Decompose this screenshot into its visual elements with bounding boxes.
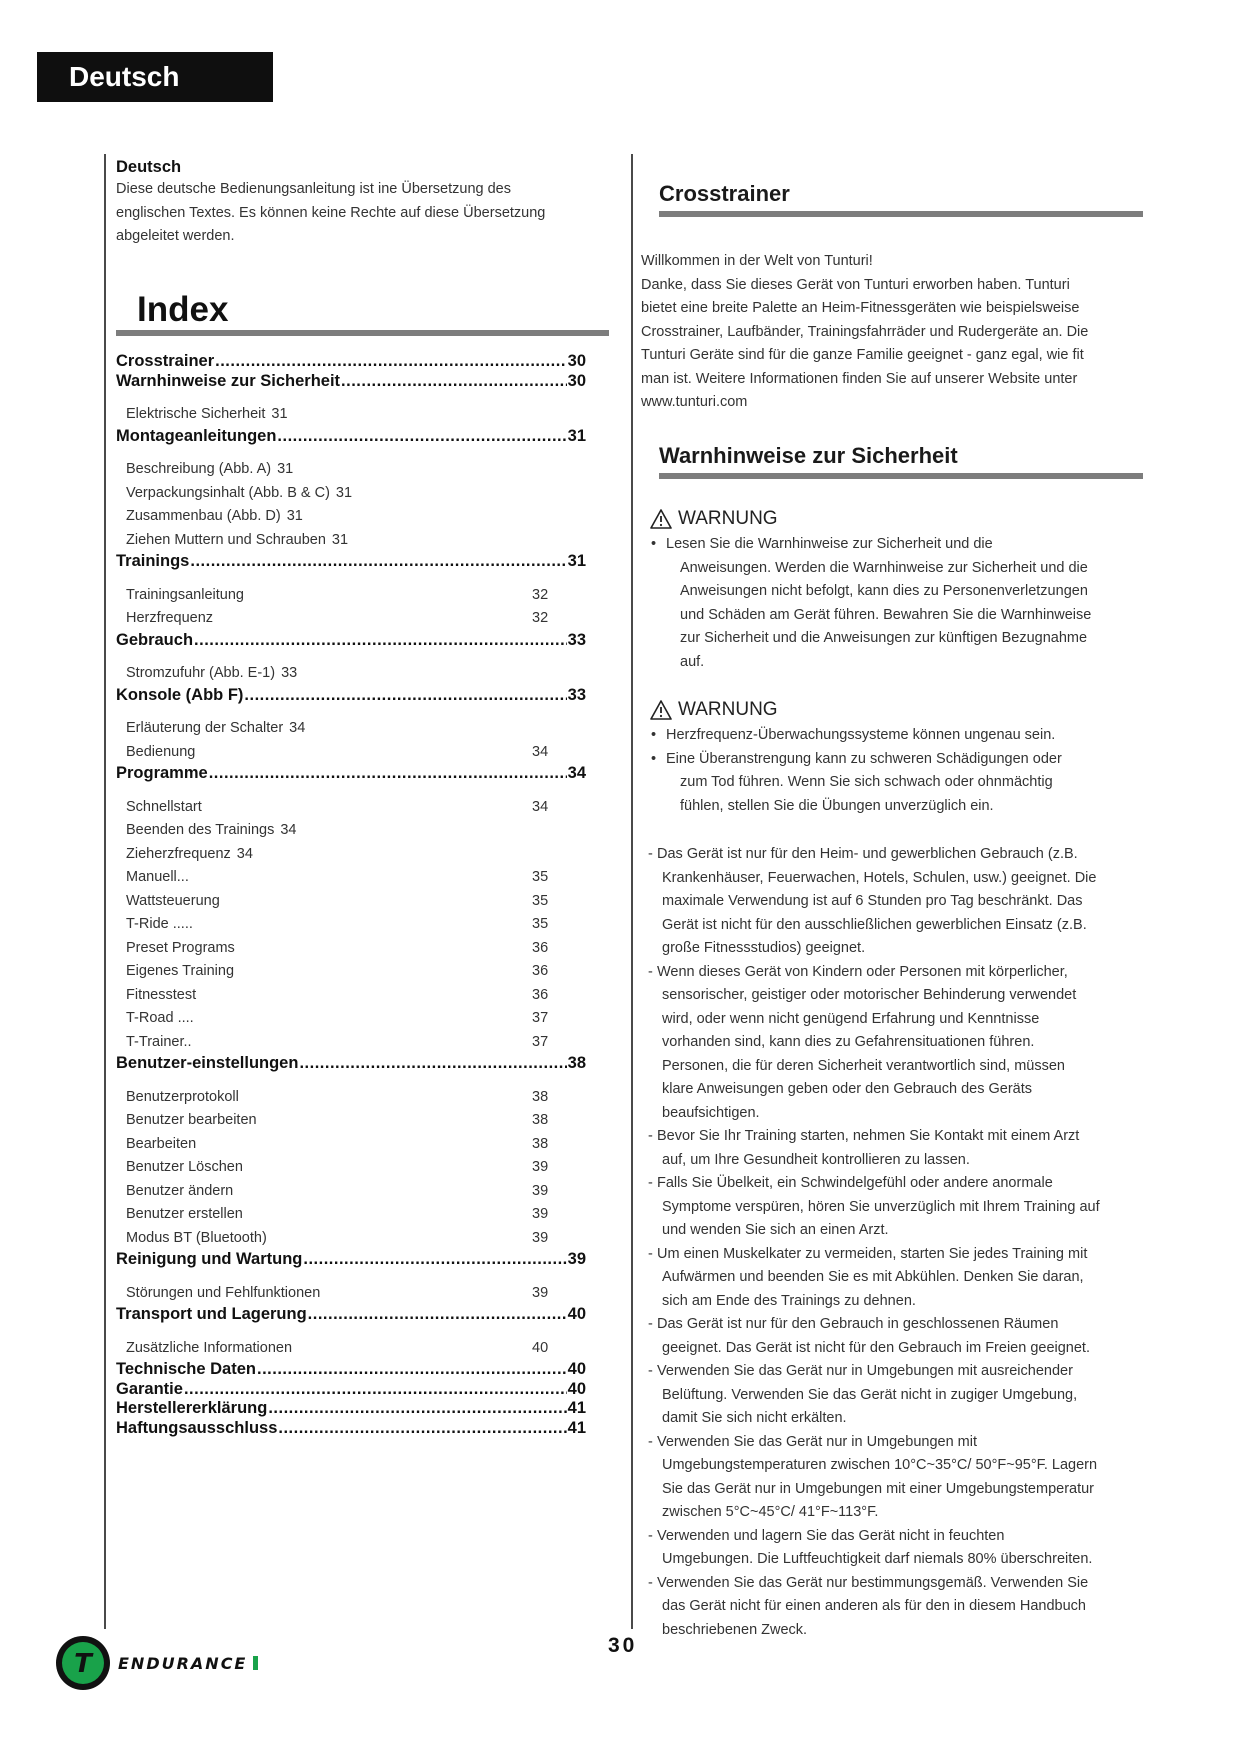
toc-entry[interactable]: [116, 372, 586, 392]
toc-entry[interactable]: [116, 552, 586, 572]
toc-subentry[interactable]: [116, 960, 586, 984]
bullet-line: Anweisungen nicht befolgt, kann dies zu Personenverletzungen: [680, 583, 1088, 599]
toc-subentry-title: Bedienung: [126, 743, 196, 760]
dash-marker-icon: -: [648, 1316, 653, 1332]
toc-subentry-page: 36: [532, 939, 549, 956]
toc-subentry-page: 39: [532, 1182, 549, 1199]
toc-spacer: [116, 784, 586, 796]
toc-subentry-page: 34: [532, 798, 549, 815]
toc-subentry-page: 31: [331, 531, 349, 548]
safety-instruction: [648, 1572, 1138, 1643]
welcome-line: Willkommen in der Welt von Tunturi!: [641, 253, 873, 269]
toc-subentry-title: Verpackungsinhalt (Abb. B & C): [126, 484, 330, 501]
toc-entry-title: Technische Daten: [116, 1360, 256, 1378]
instruction-line: Umgebungstemperaturen zwischen 10°C~35°C/ 50°F~95°F. Lagern: [662, 1457, 1098, 1473]
toc-spacer: [116, 446, 586, 458]
toc-entry[interactable]: [116, 1380, 586, 1400]
toc-subentry[interactable]: [116, 843, 586, 867]
toc-subentry[interactable]: [116, 1282, 586, 1306]
toc-subentry[interactable]: [116, 1203, 586, 1227]
warning-1-text: WARNUNG: [678, 508, 778, 529]
center-column-divider: [631, 154, 633, 1629]
instruction-line: Umgebungen. Die Luftfeuchtigkeit darf niemals 80% überschreiten.: [662, 1551, 1093, 1567]
dash-marker-icon: -: [648, 1527, 653, 1544]
toc-dot-leader: [303, 1250, 566, 1270]
warning-1-label: [650, 508, 778, 530]
toc-entry-title: Warnhinweise zur Sicherheit: [116, 371, 341, 390]
toc-entry-title: Benutzer-einstellungen: [116, 1054, 299, 1072]
instruction-line: sich am Ende des Trainings zu dehnen.: [662, 1292, 916, 1309]
logo-letter: T: [74, 1649, 92, 1679]
instruction-line: Das Gerät ist nur für den Heim- und gewerblichen Gebrauch (z.B.: [657, 846, 1078, 862]
instruction-line: Krankenhäuser, Feuerwachen, Hotels, Schulen, usw.) geeignet. Die: [662, 869, 1097, 886]
toc-subentry-page: 39: [532, 1284, 549, 1301]
toc-entry-page: 33: [567, 630, 586, 649]
toc-spacer: [116, 705, 586, 717]
toc-subentry-title: T-Trainer..: [126, 1033, 192, 1050]
toc-entry[interactable]: [116, 1054, 586, 1074]
toc-spacer: [116, 1074, 586, 1086]
toc-spacer: [116, 1270, 586, 1282]
toc-subentry-title: Beenden des Trainings: [126, 822, 275, 838]
instruction-line: große Fitnessstudios) geeignet.: [662, 940, 866, 956]
toc-subentry-page: 36: [532, 963, 549, 979]
toc-subentry-page: 37: [532, 1033, 549, 1050]
toc-subentry-page: 39: [532, 1229, 549, 1246]
logo-wordmark: ENDURANCE: [118, 1653, 248, 1673]
dash-marker-icon: -: [648, 1175, 653, 1191]
toc-subentry-page: 34: [289, 720, 306, 736]
toc-subentry-title: Benutzer bearbeiten: [126, 1112, 257, 1128]
toc-entry-page: 34: [567, 764, 586, 782]
toc-subentry-page: 33: [281, 665, 298, 681]
toc-subentry-page: 34: [236, 845, 253, 862]
crosstrainer-title: Crosstrainer: [659, 181, 790, 206]
instruction-line: Gerät ist nicht für den ausschließlichen gewerblichen Einsatz (z.B.: [662, 916, 1087, 933]
warning-triangle-icon: [650, 509, 672, 529]
toc-spacer: [116, 391, 586, 403]
toc-subentry-title: Preset Programs: [126, 939, 235, 956]
toc-dot-leader: [184, 1380, 567, 1400]
toc-entry-page: 41: [567, 1399, 586, 1417]
toc-entry-title: Herstellererklärung: [116, 1399, 268, 1417]
toc-entry[interactable]: [116, 631, 586, 651]
toc-subentry[interactable]: [116, 458, 586, 482]
toc-entry-page: 30: [567, 371, 586, 390]
dash-marker-icon: -: [648, 846, 653, 862]
toc-subentry[interactable]: [116, 913, 586, 937]
toc-subentry[interactable]: [116, 1337, 586, 1361]
toc-subentry-page: 39: [532, 1206, 549, 1222]
toc-dot-leader: [215, 352, 567, 372]
toc-entry-page: 38: [567, 1054, 586, 1072]
toc-entry-page: 39: [567, 1250, 586, 1268]
toc-subentry-page: 37: [532, 1010, 549, 1026]
bullet-line: zum Tod führen. Wenn Sie sich schwach oder ohnmächtig: [680, 774, 1053, 790]
toc-entry[interactable]: [116, 1419, 586, 1439]
toc-entry-page: 30: [567, 352, 586, 370]
toc-entry-page: 40: [567, 1379, 586, 1398]
instruction-line: Falls Sie Übelkeit, ein Schwindelgefühl oder andere anormale: [657, 1175, 1053, 1191]
safety-instruction: [648, 961, 1138, 1126]
safety-instruction: [648, 1431, 1138, 1525]
instruction-line: vorhanden sind, kann dies zu Gefahrensituationen führen.: [662, 1034, 1035, 1050]
table-of-contents: [116, 352, 586, 1438]
toc-entry[interactable]: [116, 1305, 586, 1325]
bullet-line: und Schäden am Gerät führen. Bewahren Sie die Warnhinweise: [680, 606, 1092, 623]
toc-entry-title: Montageanleitungen: [116, 426, 277, 445]
dash-marker-icon: -: [648, 1574, 653, 1591]
toc-entry[interactable]: [116, 427, 586, 447]
toc-subentry[interactable]: [116, 796, 586, 820]
toc-dot-leader: [257, 1360, 567, 1380]
toc-subentry[interactable]: [116, 937, 586, 961]
toc-subentry-page: 35: [532, 892, 549, 909]
toc-subentry-page: 31: [271, 406, 288, 422]
toc-subentry[interactable]: [116, 607, 586, 631]
welcome-line: man ist. Weitere Informationen finden Sie auf unserer Website unter: [641, 370, 1078, 387]
toc-subentry-page: 34: [532, 743, 549, 760]
toc-subentry-page: 38: [532, 1088, 549, 1105]
toc-dot-leader: [299, 1054, 566, 1074]
toc-subentry-title: Zusätzliche Informationen: [126, 1339, 293, 1356]
toc-entry-page: 41: [567, 1418, 586, 1437]
instruction-line: Das Gerät ist nur für den Gebrauch in geschlossenen Räumen: [657, 1316, 1059, 1332]
toc-subentry-title: Schnellstart: [126, 798, 202, 815]
toc-dot-leader: [194, 631, 567, 651]
instruction-line: maximale Verwendung ist auf 6 Stunden pro Tag beschränkt. Das: [662, 893, 1083, 909]
toc-subentry-page: 38: [532, 1135, 549, 1152]
toc-subentry-page: 31: [277, 461, 294, 477]
toc-subentry-page: 36: [532, 986, 549, 1003]
page-number: 30: [608, 1634, 638, 1657]
safety-instruction: [648, 1360, 1138, 1431]
toc-subentry[interactable]: [116, 1227, 586, 1251]
welcome-line: bietet eine breite Palette an Heim-Fitnessgeräten wie beispielsweise: [641, 300, 1080, 316]
toc-entry-title: Konsole (Abb F): [116, 685, 244, 704]
instruction-line: wird, oder wenn nicht genügend Erfahrung und Kenntnisse: [662, 1010, 1040, 1027]
safety-instruction: [648, 1243, 1138, 1314]
toc-entry[interactable]: [116, 764, 586, 784]
tunturi-t-logo-icon: [54, 1634, 112, 1692]
logo-accent-bar: [253, 1656, 258, 1670]
index-rule: [116, 330, 609, 336]
toc-dot-leader: [244, 686, 566, 706]
welcome-line: Crosstrainer, Laufbänder, Trainingsfahrräder und Rudergeräte an. Die: [641, 323, 1089, 340]
safety-instruction: [648, 1172, 1138, 1243]
instruction-line: Belüftung. Verwenden Sie das Gerät nicht in zugiger Umgebung,: [662, 1386, 1078, 1403]
toc-subentry-page: 35: [532, 869, 549, 885]
toc-subentry-title: Benutzer ändern: [126, 1182, 234, 1199]
toc-subentry-page: 31: [335, 484, 353, 501]
warning-2-label: [650, 699, 778, 721]
instruction-line: Sie das Gerät nur in Umgebungen mit einer Umgebungstemperatur: [662, 1480, 1095, 1497]
toc-subentry[interactable]: [116, 1109, 586, 1133]
toc-subentry[interactable]: [116, 662, 586, 686]
toc-spacer: [116, 1325, 586, 1337]
welcome-line: www.tunturi.com: [641, 394, 748, 410]
toc-subentry[interactable]: [116, 529, 586, 553]
toc-dot-leader: [190, 552, 566, 572]
toc-entry-title: Haftungsausschluss: [116, 1418, 278, 1437]
toc-subentry-title: Benutzerprotokoll: [126, 1088, 239, 1105]
notice-line: abgeleitet werden.: [116, 228, 235, 244]
warning-triangle-icon: [650, 700, 672, 720]
bullet-dot-icon: •: [651, 750, 657, 767]
toc-dot-leader: [278, 1419, 566, 1439]
warning-bullet: [651, 533, 1141, 674]
toc-subentry-title: Ziehen Muttern und Schrauben: [126, 531, 326, 548]
bullet-line: auf.: [680, 653, 705, 670]
instruction-line: sensorischer, geistiger oder motorischer Behinderung verwendet: [662, 987, 1077, 1003]
toc-subentry-title: Benutzer Löschen: [126, 1159, 243, 1175]
endurance-logo: [54, 1634, 258, 1692]
instruction-line: beaufsichtigen.: [662, 1104, 760, 1121]
index-title: Index: [137, 290, 229, 329]
toc-dot-leader: [341, 372, 567, 392]
safety-instruction: [648, 1525, 1138, 1572]
instruction-line: beschriebenen Zweck.: [662, 1621, 808, 1638]
toc-subentry-title: Manuell...: [126, 869, 189, 885]
toc-entry-page: 40: [567, 1360, 586, 1378]
toc-entry[interactable]: [116, 1399, 586, 1419]
toc-subentry[interactable]: [116, 1086, 586, 1110]
toc-subentry-title: Wattsteuerung: [126, 892, 220, 909]
toc-entry-page: 31: [567, 552, 586, 570]
toc-subentry[interactable]: [116, 741, 586, 765]
dash-marker-icon: -: [648, 1245, 653, 1262]
safety-rule: [659, 473, 1143, 479]
dash-marker-icon: -: [648, 1433, 653, 1450]
toc-subentry-title: T-Road ....: [126, 1010, 194, 1026]
welcome-line: Tunturi Geräte sind für die ganze Familie geeignet - ganz egal, wie fit: [641, 347, 1084, 363]
toc-entry-page: 31: [567, 426, 586, 445]
toc-subentry[interactable]: [116, 890, 586, 914]
toc-subentry-title: Zieherzfrequenz: [126, 845, 231, 862]
instruction-line: Bevor Sie Ihr Training starten, nehmen Sie Kontakt mit einem Arzt: [657, 1128, 1080, 1144]
toc-entry[interactable]: [116, 1250, 586, 1270]
toc-entry-page: 33: [567, 685, 586, 704]
safety-instruction: [648, 1125, 1138, 1172]
toc-subentry-title: Zusammenbau (Abb. D): [126, 508, 281, 524]
crosstrainer-rule: [659, 211, 1143, 217]
left-column-divider: [104, 154, 106, 1629]
bullet-line: fühlen, stellen Sie die Übungen unverzüglich ein.: [680, 797, 994, 814]
toc-spacer: [116, 572, 586, 584]
bullet-line: Anweisungen. Werden die Warnhinweise zur Sicherheit und die: [680, 559, 1088, 576]
dash-marker-icon: -: [648, 1128, 653, 1144]
toc-subentry-page: 40: [532, 1339, 549, 1356]
toc-subentry[interactable]: [116, 1007, 586, 1031]
toc-subentry[interactable]: [116, 482, 586, 506]
toc-subentry-title: Erläuterung der Schalter: [126, 720, 284, 736]
warning-bullet: [651, 748, 1141, 819]
toc-subentry-title: T-Ride .....: [126, 916, 193, 932]
toc-subentry-page: 31: [286, 508, 303, 524]
instruction-line: Wenn dieses Gerät von Kindern oder Personen mit körperlicher,: [657, 963, 1068, 980]
toc-entry-page: 40: [567, 1305, 586, 1323]
toc-subentry[interactable]: [116, 584, 586, 608]
toc-entry-title: Garantie: [116, 1379, 183, 1398]
toc-dot-leader: [277, 427, 566, 447]
toc-entry-title: Reinigung und Wartung: [116, 1250, 303, 1268]
instruction-line: Symptome verspüren, hören Sie unverzüglich mit Ihrem Training auf: [662, 1198, 1100, 1215]
toc-dot-leader: [308, 1305, 567, 1325]
instruction-line: Personen, die für deren Sicherheit verantwortlich sind, müssen: [662, 1057, 1065, 1074]
toc-subentry[interactable]: [116, 1031, 586, 1055]
safety-instruction: [648, 843, 1138, 961]
bullet-line: Herzfrequenz-Überwachungssysteme können ungenau sein.: [666, 727, 1056, 743]
toc-subentry-title: Herzfrequenz: [126, 610, 214, 626]
toc-subentry-page: 32: [532, 586, 549, 603]
toc-dot-leader: [268, 1399, 566, 1419]
instruction-line: auf, um Ihre Gesundheit kontrollieren zu lassen.: [662, 1151, 970, 1168]
toc-subentry[interactable]: [116, 1133, 586, 1157]
dash-marker-icon: -: [648, 1363, 653, 1379]
toc-subentry[interactable]: [116, 403, 586, 427]
notice-line: englischen Textes. Es können keine Rechte auf diese Übersetzung: [116, 204, 546, 221]
bullet-dot-icon: •: [651, 536, 657, 552]
language-tab: Deutsch: [37, 52, 273, 102]
instruction-line: Um einen Muskelkater zu vermeiden, starten Sie jedes Training mit: [657, 1245, 1088, 1262]
toc-dot-leader: [209, 764, 567, 784]
instruction-line: klare Anweisungen geben oder den Gebrauch des Geräts: [662, 1081, 1032, 1097]
notice-line: Diese deutsche Bedienungsanleitung ist ine Übersetzung des: [116, 181, 511, 197]
instruction-line: Aufwärmen und beenden Sie es mit Abkühlen. Denken Sie daran,: [662, 1269, 1084, 1285]
toc-subentry[interactable]: [116, 819, 586, 843]
toc-subentry-title: Störungen und Fehlfunktionen: [126, 1284, 321, 1301]
toc-subentry-page: 34: [280, 822, 297, 838]
toc-subentry[interactable]: [116, 984, 586, 1008]
instruction-line: das Gerät nicht für einen anderen als für den in diesem Handbuch: [662, 1598, 1086, 1614]
toc-subentry[interactable]: [116, 717, 586, 741]
translation-notice: [116, 156, 606, 249]
toc-subentry-title: Elektrische Sicherheit: [126, 406, 266, 422]
toc-entry[interactable]: [116, 686, 586, 706]
toc-spacer: [116, 650, 586, 662]
toc-subentry-page: 38: [532, 1112, 549, 1128]
bullet-line: Eine Überanstrengung kann zu schweren Schädigungen oder: [666, 750, 1062, 767]
bullet-dot-icon: •: [651, 727, 657, 743]
warning-bullet: [651, 724, 1141, 748]
toc-subentry[interactable]: [116, 1180, 586, 1204]
toc-subentry[interactable]: [116, 866, 586, 890]
toc-subentry-title: Trainingsanleitung: [126, 586, 244, 603]
toc-subentry-title: Bearbeiten: [126, 1135, 197, 1152]
toc-entry-title: Programme: [116, 764, 208, 782]
toc-subentry-title: Stromzufuhr (Abb. E-1): [126, 665, 276, 681]
crosstrainer-welcome: [641, 250, 1141, 415]
warning-2-list: [651, 724, 1141, 818]
safety-title: Warnhinweise zur Sicherheit: [659, 443, 958, 468]
instruction-line: zwischen 5°C~45°C/ 41°F~113°F.: [662, 1504, 879, 1520]
bullet-line: Lesen Sie die Warnhinweise zur Sicherheit und die: [666, 536, 993, 552]
toc-entry-title: Transport und Lagerung: [116, 1305, 307, 1323]
toc-subentry-title: Beschreibung (Abb. A): [126, 461, 272, 477]
toc-subentry-title: Modus BT (Bluetooth): [126, 1229, 267, 1246]
safety-instructions-list: [648, 843, 1138, 1642]
notice-heading: Deutsch: [116, 158, 182, 176]
toc-subentry[interactable]: [116, 505, 586, 529]
toc-subentry-page: 35: [532, 916, 549, 932]
warning-1-list: [651, 533, 1141, 674]
toc-entry[interactable]: [116, 1360, 586, 1380]
instruction-line: und wenden Sie sich an einen Arzt.: [662, 1222, 889, 1238]
toc-subentry-title: Eigenes Training: [126, 963, 235, 979]
toc-entry[interactable]: [116, 352, 586, 372]
instruction-line: Verwenden Sie das Gerät nur in Umgebungen mit ausreichender: [657, 1363, 1073, 1379]
instruction-line: damit Sie sich nicht erkälten.: [662, 1410, 847, 1426]
welcome-line: Danke, dass Sie dieses Gerät von Tunturi erworben haben. Tunturi: [641, 276, 1070, 293]
toc-entry-title: Gebrauch: [116, 630, 194, 649]
toc-subentry-page: 32: [532, 610, 549, 626]
toc-subentry-page: 39: [532, 1159, 549, 1175]
warning-2-text: WARNUNG: [678, 699, 778, 720]
instruction-line: Verwenden Sie das Gerät nur bestimmungsgemäß. Verwenden Sie: [657, 1574, 1089, 1591]
toc-subentry-title: Benutzer erstellen: [126, 1206, 243, 1222]
dash-marker-icon: -: [648, 963, 653, 980]
toc-entry-title: Trainings: [116, 552, 190, 570]
safety-instruction: [648, 1313, 1138, 1360]
instruction-line: Verwenden Sie das Gerät nur in Umgebungen mit: [657, 1433, 977, 1450]
bullet-line: zur Sicherheit und die Anweisungen zur künftigen Bezugnahme: [680, 630, 1088, 646]
toc-subentry[interactable]: [116, 1156, 586, 1180]
instruction-line: Verwenden und lagern Sie das Gerät nicht in feuchten: [657, 1527, 1005, 1544]
toc-entry-title: Crosstrainer: [116, 352, 215, 370]
instruction-line: geeignet. Das Gerät ist nicht für den Gebrauch im Freien geeignet.: [662, 1339, 1090, 1356]
toc-subentry-title: Fitnesstest: [126, 986, 197, 1003]
